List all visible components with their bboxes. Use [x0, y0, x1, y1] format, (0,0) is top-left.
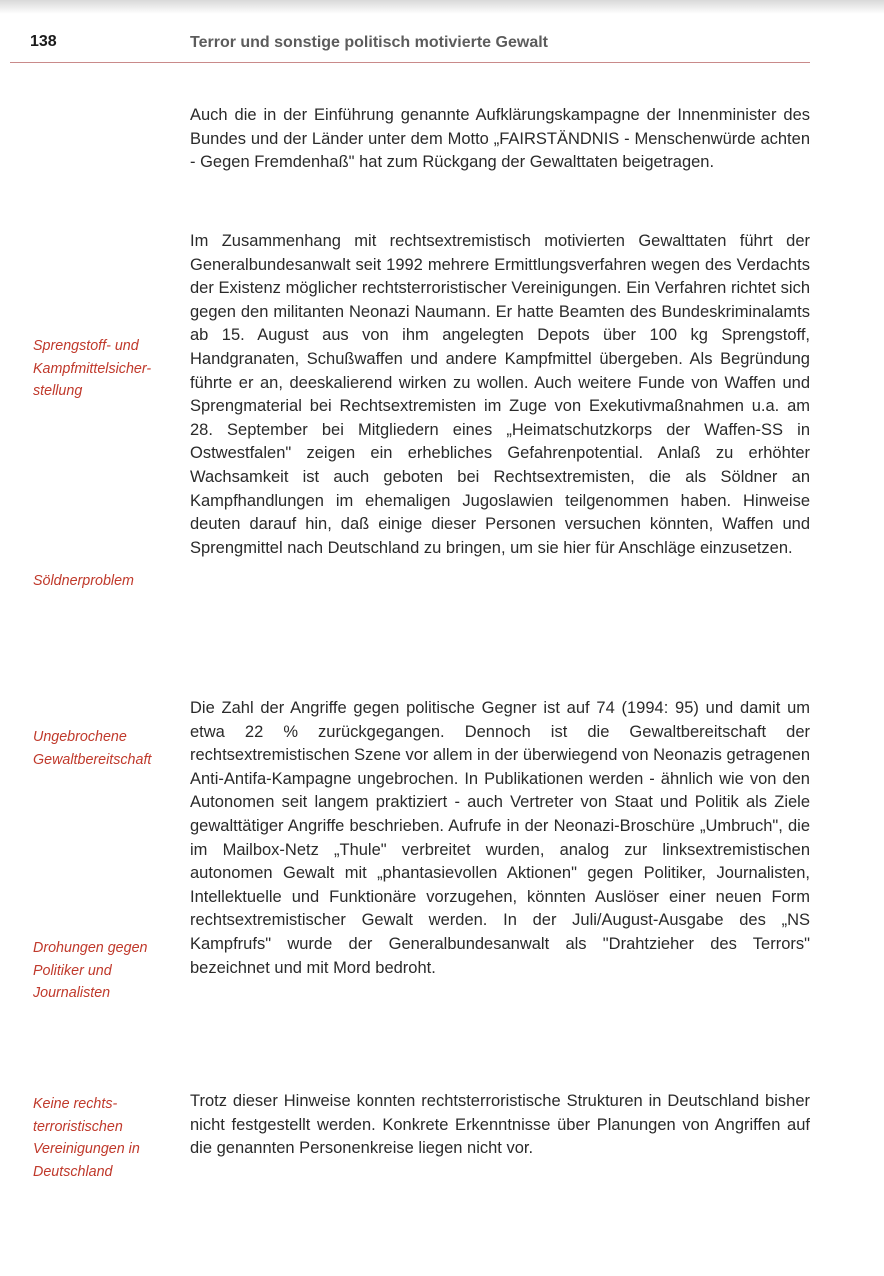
side-note-gewaltbereitschaft: Ungebrochene Gewaltbereitschaft — [33, 729, 152, 768]
paragraph-aufklaerungskampagne: Auch die in der Einführung genannte Aufklärungskampagne der Innenminister des Bundes und der Länder unter dem Motto „FAIRSTÄNDNIS - Menschenwürde achten - Gegen Fremdenhaß" hat zum Rückgang der Gewalttaten beigetragen. — [190, 106, 810, 172]
paragraph-keine-strukturen: Trotz dieser Hinweise konnten rechtsterroristische Strukturen in Deutschland bisher nicht festgestellt werden. Konkrete Erkenntnisse über Planungen von Angriffen auf die genannten Personenkreise liegen nicht vor. — [190, 1092, 810, 1158]
running-title: Terror und sonstige politisch motivierte Gewalt — [190, 34, 548, 51]
paragraph-angriffe-gegner: Die Zahl der Angriffe gegen politische Gegner ist auf 74 (1994: 95) und damit um etwa 22 % zurückgegangen. Dennoch ist die Gewaltbereitschaft der rechtsextremistischen Szene vor allem in der überwiegend von Neonazis getragenen Anti-Antifa-Kampagne ungebrochen. In Publikationen werden - ähnlich wie von den Autonomen seit langem praktiziert - auch Vertreter von Staat und Politik als Ziele gewalttätiger Angriffe beschrieben. Aufrufe in der Neonazi-Broschüre „Umbruch", die im Mailbox-Netz „Thule" verbreitet wurden, analog zur linksextremistischen autonomen Gewalt mit „phantasievollen Aktionen" gegen Politiker, Journalisten, Intellektuelle und Funktionäre vorzugehen, könnten Auslöser einer neuen Form rechtsextremistischer Gewalt werden. In der Juli/August-Ausgabe des „NS Kampfrufs" wurde der Generalbundesanwalt als "Drahtzieher des Terrors" bezeichnet und mit Mord bedroht. — [190, 699, 811, 977]
side-note-keine-vereinigungen: Keine rechts-terroristischen Vereinigungen in Deutschland — [33, 1096, 140, 1180]
side-note-soeldnerproblem: Söldnerproblem — [33, 573, 134, 589]
page-number: 138 — [30, 33, 57, 50]
header-rule — [10, 62, 810, 63]
page-top-shadow — [0, 0, 884, 14]
side-note-sprengstoff: Sprengstoff- und Kampfmittelsicher-stellung — [33, 338, 152, 399]
page-header — [30, 33, 810, 57]
side-note-drohungen: Drohungen gegen Politiker und Journalisten — [33, 940, 148, 1001]
paragraph-ermittlungsverfahren: Im Zusammenhang mit rechtsextremistisch motivierten Gewalttaten führt der Generalbundesanwalt seit 1992 mehrere Ermittlungsverfahren wegen des Verdachts der Existenz möglicher rechtsterroristischer Vereinigungen. Ein Verfahren richtet sich gegen den militanten Neonazi Naumann. Er hatte Beamten des Bundeskriminalamts ab 15. August aus von ihm angelegten Depots über 100 kg Sprengstoff, Handgranaten, Schußwaffen und andere Kampfmittel übergeben. Als Begründung führte er an, deeskalierend wirken zu wollen. Auch weitere Funde von Waffen und Sprengmaterial bei Rechtsextremisten im Zuge von Exekutivmaßnahmen u.a. am 28. September bei Mitgliedern eines „Heimatschutzkorps der Waffen-SS in Ostwestfalen" zeigen ein erhebliches Gefahrenpotential. Anlaß zu erhöhter Wachsamkeit ist auch geboten bei Rechtsextremisten, die als Söldner an Kampfhandlungen im ehemaligen Jugoslawien teilgenommen haben. Hinweise deuten darauf hin, daß einige dieser Personen versuchen könnten, Waffen und Sprengmittel nach Deutschland zu bringen, um sie hier für Anschläge einzusetzen. — [190, 232, 810, 557]
